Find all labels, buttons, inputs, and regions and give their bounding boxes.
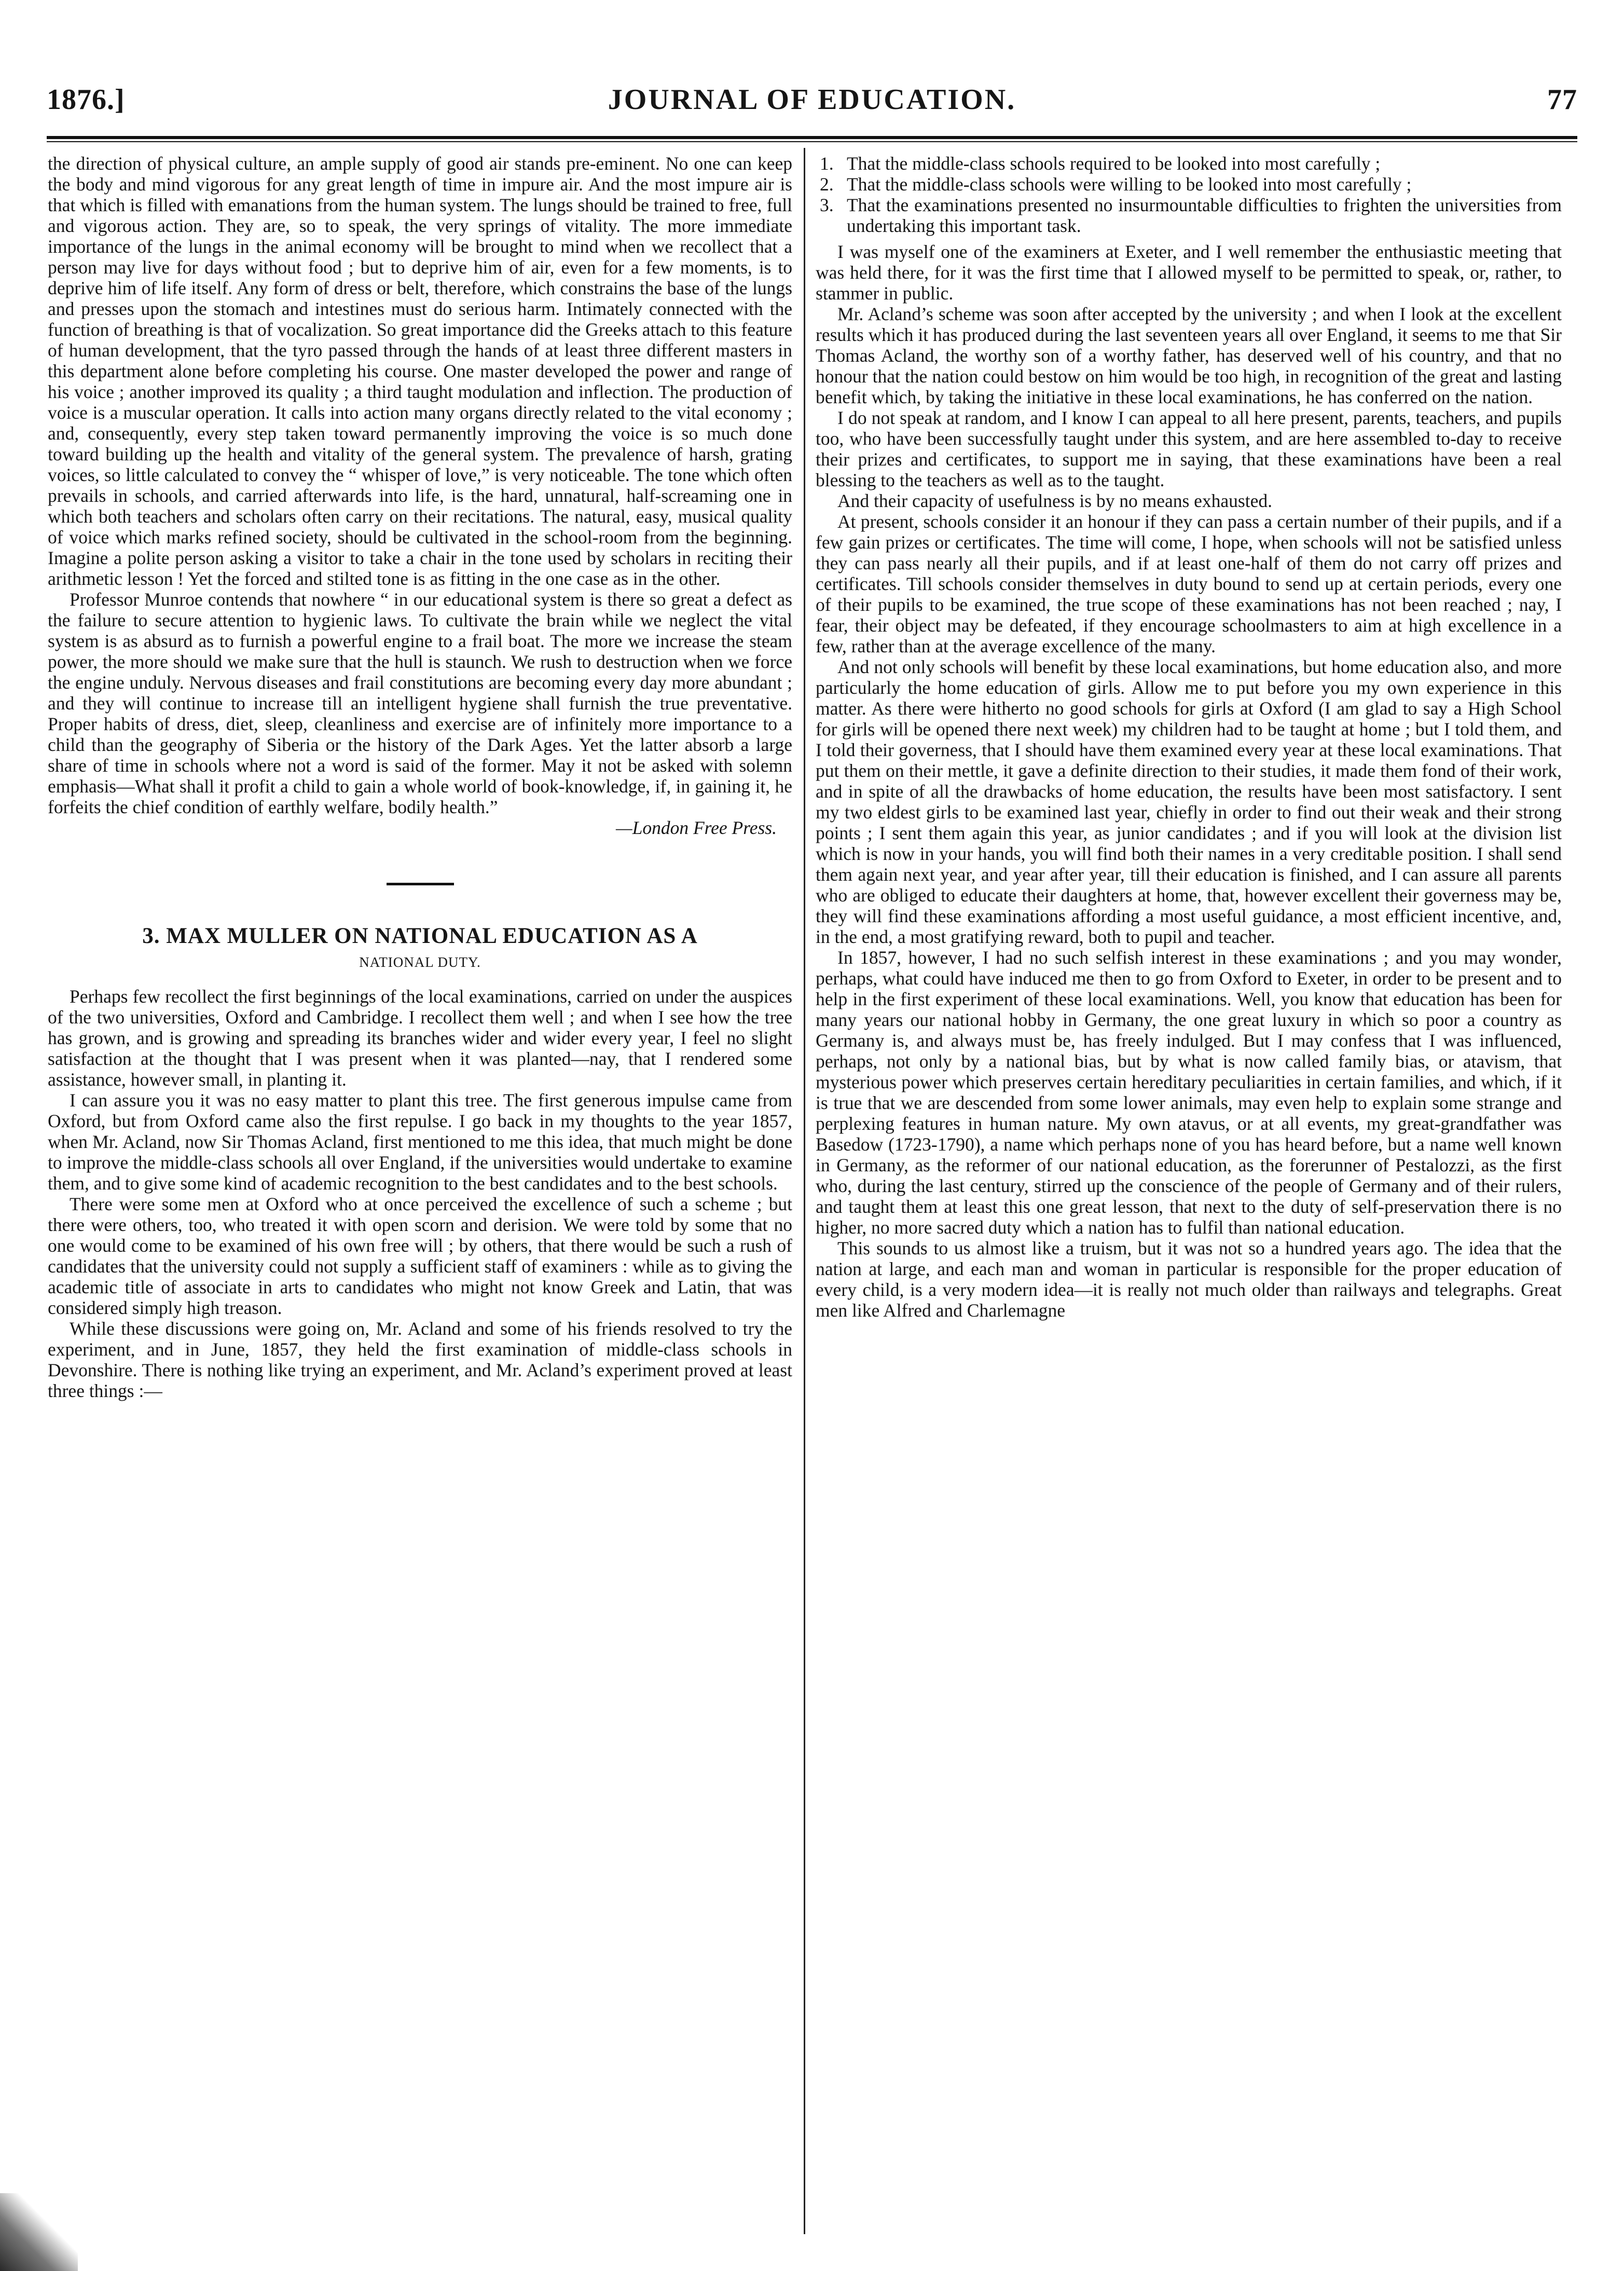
list-text: That the middle-class schools required to be looked into most carefully ; (847, 153, 1381, 174)
header-rule (47, 136, 1577, 139)
body-paragraph: And not only schools will benefit by these local examinations, but home education also, and more particularly the home education of girls. Allow me to put before you my own experience in this matter. As there were hitherto no good schools for girls at Oxford (I am glad to say a High School for girls will be opened there next week) my children had to be taught at home ; but I told them, and I told their governess, that I should have them examined every year at these local examinations. That put them on their mettle, it gave a definite direction to their studies, it made them fond of their work, and in spite of all the drawbacks of home education, the results have been most satisfactory. I sent my two eldest girls to be examined last year, chiefly in order to find out their weak and their strong points ; I sent them again this year, as junior candidates ; and if you will look at the division list which is now in your hands, you will find both their names in a very creditable position. I shall send them again next year, and year after year, till their education is finished, and I can assure all parents who are obliged to educate their daughters at home, that, however excellent their governess may be, they will find these examinations affording a most useful guidance, a most efficient incentive, and, in the end, a most gratifying reward, both to pupil and teacher. (816, 656, 1562, 947)
body-paragraph: Mr. Acland’s scheme was soon after accepted by the university ; and when I look at the excellent results which it has produced during the last seventeen years all over England, it seems to me that Sir Thomas Acland, the worthy son of a worthy father, has deserved well of his country, and that no honour that the nation could bestow on him would be too high, in recognition of the great and lasting benefit which, by taking the initiative in these local examinations, he has conferred on the nation. (816, 304, 1562, 407)
body-paragraph: In 1857, however, I had no such selfish interest in these examinations ; and you may wonder, perhaps, what could have induced me then to go from Oxford to Exeter, in order to be present and to help in the first experiment of these local examinations. Well, you know that education has been for many years our national hobby in Germany, the one great luxury in which so poor a country as Germany is, and always must be, has freely indulged. But I may confess that I was influenced, perhaps, not only by a national bias, but by what is now called family bias, or atavism, that mysterious power which preserves certain hereditary peculiarities in certain families, and which, if it is true that we are descended from some lower animals, may even help to explain some strange and perplexing features in human nature. My own atavus, or at all events, my great-grandfather was Basedow (1723-1790), a name which perhaps none of you has heard before, but a name well known in Germany, as the reformer of our national education, as the forerunner of Pestalozzi, as the first who, during the last century, stirred up the conscience of the people of Germany and of their rulers, and taught them at least this one great lesson, that next to the duty of self-preservation there is no higher, no more sacred duty which a nation has to fulfil than national education. (816, 947, 1562, 1238)
page-number: 77 (1547, 84, 1577, 116)
article-paragraph: Perhaps few recollect the first beginnings of the local examinations, carried on under the auspices of the two universities, Oxford and Cambridge. I recollect them well ; and when I see how the tree has grown, and is growing and spreading its branches wider and wider every year, I feel no slight satisfaction at the thought that I was present when it was planted—nay, that I rendered some assistance, however small, in planting it. (48, 986, 792, 1090)
list-item (816, 174, 1562, 195)
body-paragraph: I was myself one of the examiners at Exeter, and I well remember the enthusiastic meeting that was held there, for it was the first time that I allowed myself to be permitted to speak, or, rather, to stammer in public. (816, 241, 1562, 304)
header-year: 1876.] (47, 84, 125, 116)
article-subtitle: NATIONAL DUTY. (359, 954, 481, 970)
article-paragraph: While these discussions were going on, Mr. Acland and some of his friends resolved to try the experiment, and in June, 1857, they held the first examination of middle-class schools in Devonshire. There is nothing like trying an experiment, and Mr. Acland’s experiment proved at least three things :— (48, 1318, 792, 1401)
article-paragraph: I can assure you it was no easy matter to plant this tree. The first generous impulse came from Oxford, but from Oxford came also the first repulse. I go back in my thoughts to the year 1857, when Mr. Acland, now Sir Thomas Acland, first mentioned to me this idea, that much might be done to improve the middle-class schools all over England, if the universities would undertake to examine them, and to give some kind of academic recognition to the best candidates and to the best schools. (48, 1090, 792, 1194)
body-paragraph: I do not speak at random, and I know I can appeal to all here present, parents, teachers, and pupils too, who have been successfully taught under this system, and are here assembled to-day to receive their prizes and certificates, to support me in saying, that these examinations have been a real blessing to the teachers as well as to the taught. (816, 407, 1562, 490)
list-item (816, 195, 1562, 236)
list-item (816, 153, 1562, 174)
body-paragraph: At present, schools consider it an honour if they can pass a certain number of their pupils, and if a few gain prizes or certificates. The time will come, I hope, when schools will not be satisfied unless they can pass nearly all their pupils, and if at least one-half of them do not carry off prizes and certificates. Till schools consider themselves in duty bound to send up at certain periods, every one of their pupils to be examined, the true scope of these examinations has not been reached ; nay, I fear, their object may be defeated, if they encourage schoolmasters to aim at high excellence in a few, rather than at the average excellence of the many. (816, 511, 1562, 656)
list-text: That the examinations presented no insurmountable difficulties to frighten the universities from undertaking this important task. (847, 195, 1562, 236)
list-number: 3. (820, 195, 834, 215)
article-title: 3. MAX MULLER ON NATIONAL EDUCATION AS A (142, 924, 698, 948)
header-rule-thin (47, 141, 1577, 142)
page-curl-shadow (0, 2193, 78, 2271)
body-paragraph: This sounds to us almost like a truism, but it was not so a hundred years ago. The idea that the nation at large, and each man and woman in particular is responsible for the proper education of every child, is a very modern idea—it is really not much older than railways and telegraphs. Great men like Alfred and Charlemagne (816, 1238, 1562, 1321)
body-paragraph: Professor Munroe contends that nowhere “ in our educational system is there so great a defect as the failure to secure attention to hygienic laws. To cultivate the brain while we neglect the vital system is as absurd as to furnish a powerful engine to a frail boat. The more we increase the steam power, the more should we make sure that the hull is staunch. We rush to destruction when we force the engine unduly. Nervous diseases and frail constitutions are becoming every day more abundant ; and they will continue to increase till an intelligent hygiene shall furnish the true preventative. Proper habits of dress, diet, sleep, cleanliness and exercise are of infinitely more importance to a child than the geography of Siberia or the history of the Dark Ages. Yet the latter absorb a large share of time in schools where not a word is said of the former. May it not be asked with solemn emphasis—What shall it profit a child to gain a whole world of book-knowledge, if, in gaining it, he forfeits the chief condition of earthly welfare, bodily health.” (48, 589, 792, 817)
running-header (47, 78, 1577, 135)
left-column (48, 153, 792, 2235)
journal-title: JOURNAL OF EDUCATION. (608, 84, 1016, 116)
list-text: That the middle-class schools were willing to be looked into most carefully ; (847, 174, 1412, 195)
right-column (816, 153, 1562, 2235)
article-paragraph: There were some men at Oxford who at once perceived the excellence of such a scheme ; but there were others, too, who treated it with open scorn and derision. We were told by some that no one would come to be examined of his own free will ; by others, that there would be such a rush of candidates that the university could not supply a sufficient staff of examiners : while as to giving the academic title of associate in arts to candidates who might not know Greek and Latin, that was considered simply high treason. (48, 1194, 792, 1318)
source-credit: —London Free Press. (616, 817, 777, 838)
body-paragraph: And their capacity of usefulness is by no means exhausted. (837, 490, 1272, 511)
list-number: 2. (820, 174, 834, 195)
section-divider (387, 883, 454, 885)
body-paragraph: the direction of physical culture, an ample supply of good air stands pre-eminent. No one can keep the body and mind vigorous for any great length of time in impure air. And the most impure air is that which is filled with emanations from the human system. The lungs should be trained to free, full and vigorous action. They are, so to speak, the very springs of vitality. The more immediate importance of the lungs in the animal economy will be brought to mind when we recollect that a person may live for days without food ; but to deprive him of air, even for a few moments, is to deprive him of life itself. Any form of dress or belt, therefore, which constrains the base of the lungs and presses upon the stomach and intestines must do serious harm. Intimately connected with the function of breathing is that of vocalization. So great importance did the Greeks attach to this feature of human development, that the tyro passed through the hands of at least three different masters in this department alone before completing his course. One master developed the power and range of his voice ; another improved its quality ; a third taught modulation and inflection. The production of voice is a muscular operation. It calls into action many organs directly related to the vital economy ; and, consequently, every step taken toward permanently improving the voice is so much done toward building up the health and vitality of the general system. The prevalence of harsh, grating voices, so little calculated to convey the “ whisper of love,” is very noticeable. The tone which often prevails in schools, and carried afterwards into life, is the hard, unnatural, half-screaming one in which both teachers and scholars often carry on their recitations. The natural, easy, musical quality of voice which marks refined society, should be cultivated in the school-room from the beginning. Imagine a polite person asking a visitor to take a chair in the tone used by scholars in reciting their arithmetic lesson ! Yet the forced and stilted tone is as fitting in the one case as in the other. (48, 153, 792, 589)
numbered-list (816, 153, 1562, 236)
column-divider (804, 148, 805, 2234)
list-number: 1. (820, 153, 834, 174)
